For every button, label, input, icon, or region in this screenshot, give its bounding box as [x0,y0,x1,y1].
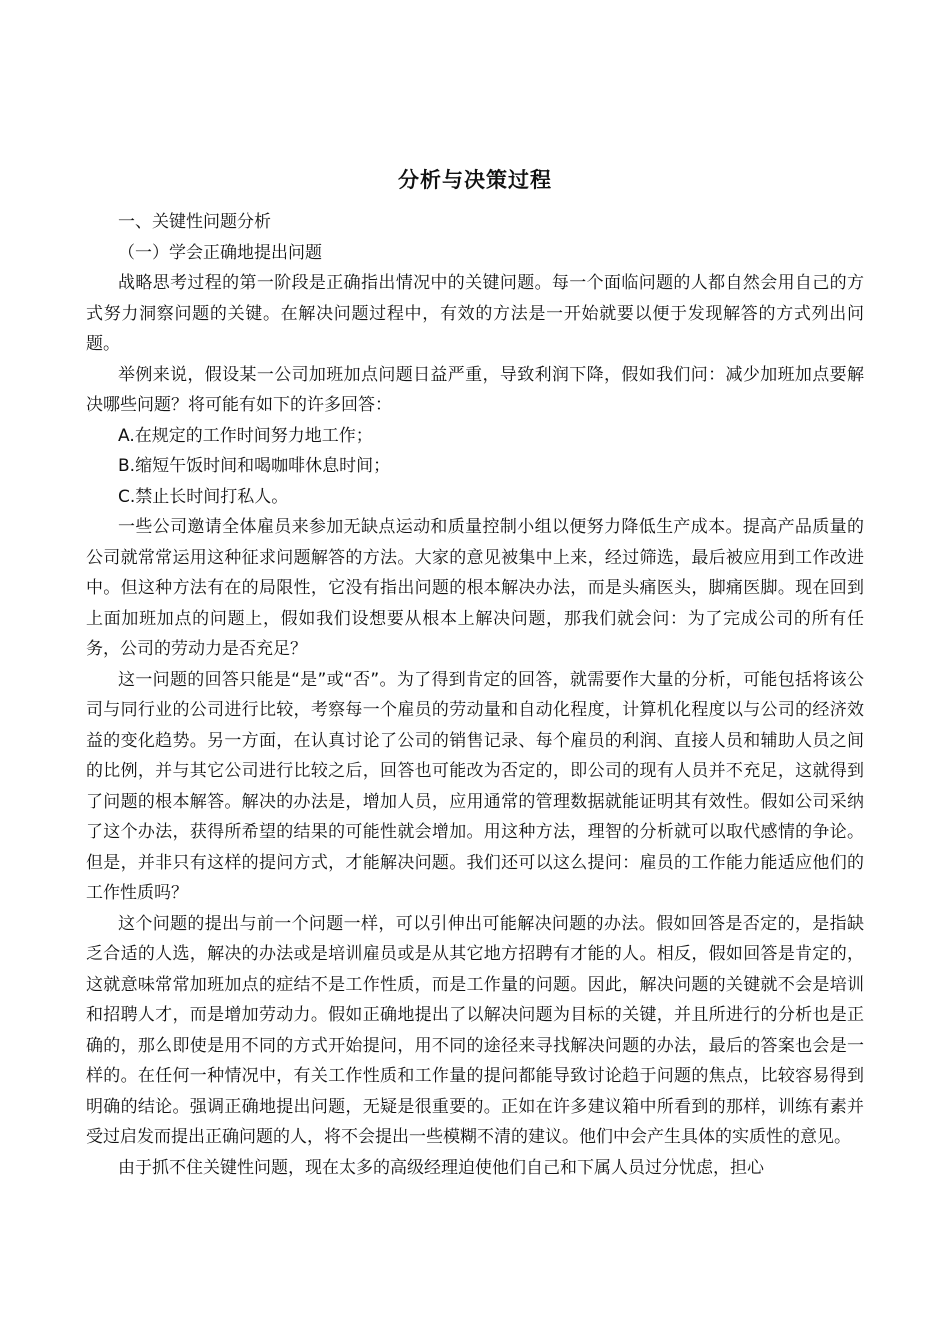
list-item-c: C.禁止长时间打私人。 [118,486,289,507]
section-heading: 一、关键性问题分析 [118,212,271,232]
paragraph-6: 由于抓不住关键性问题，现在太多的高级经理迫使他们自己和下属人员过分忧虑，担心 [118,1157,764,1178]
list-item-b: B.缩短午饭时间和喝咖啡休息时间； [118,456,391,476]
subsection-heading: （一）学会正确地提出问题 [118,242,322,263]
paragraph-1: 战略思考过程的第一阶段是正确指出情况中的关键问题。每一个面临问题的人都自然会用自己的方式努力洞察问题的关键。在解决问题过程中，有效的方法是一开始就要以便于发现解答的方式列出问题。 [86,273,864,354]
list-item-a: A.在规定的工作时间努力地工作； [118,425,373,446]
page-title: 分析与决策过程 [398,168,552,192]
paragraph-4: 这一问题的回答只能是“是”或“否”。为了得到肯定的回答，就需要作大量的分析，可能包括将该公司与同行业的公司进行比较，考察每一个雇员的劳动量和自动化程度，计算机化程度以与公司的经济效益的变化趋势。另一方面，在认真讨论了公司的销售记录、每个雇员的利润、直接人员和辅助人员之间的比例，并与其它公司进行比较之后，回答也可能改为否定的，即公司的现有人员并不充足，这就得到了问题的根本解答。解决的办法是，增加人员，应用通常的管理数据就能证明其有效性。假如公司采纳了这个办法，获得所希望的结果的可能性就会增加。用这种方法，理智的分析就可以取代感情的争论。但是，并非只有这样的提问方式，才能解决问题。我们还可以这么提问：雇员的工作能力能适应他们的工作性质吗？ [86,669,864,903]
paragraph-3: 一些公司邀请全体雇员来参加无缺点运动和质量控制小组以便努力降低生产成本。提高产品质量的公司就常常运用这种征求问题解答的方法。大家的意见被集中上来，经过筛选，最后被应用到工作改进中。但这种方法有在的局限性，它没有指出问题的根本解决办法，而是头痛医头，脚痛医脚。现在回到上面加班加点的问题上，假如我们设想要从根本上解决问题，那我们就会问：为了完成公司的所有任务，公司的劳动力是否充足？ [86,517,864,659]
paragraph-2: 举例来说，假设某一公司加班加点问题日益严重，导致利润下降，假如我们问：减少加班加点要解决哪些问题？将可能有如下的许多回答： [86,364,864,415]
document-page [86,165,864,1183]
paragraph-5: 这个问题的提出与前一个问题一样，可以引伸出可能解决问题的办法。假如回答是否定的，是指缺乏合适的人选，解决的办法或是培训雇员或是从其它地方招聘有才能的人。相反，假如回答是肯定的，这就意味常常加班加点的症结不是工作性质，而是工作量的问题。因此，解决问题的关键就不会是培训和招聘人才，而是增加劳动力。假如正确地提出了以解决问题为目标的关键，并且所进行的分析也是正确的，那么即使是用不同的方式开始提问，用不同的途径来寻找解决问题的办法，最后的答案也会是一样的。在任何一种情况中，有关工作性质和工作量的提问都能导致讨论趋于问题的焦点，比较容易得到明确的结论。强调正确地提出问题，无疑是很重要的。正如在许多建议箱中所看到的那样，训练有素并受过启发而提出正确问题的人，将不会提出一些模糊不清的建议。他们中会产生具体的实质性的意见。 [86,913,864,1147]
